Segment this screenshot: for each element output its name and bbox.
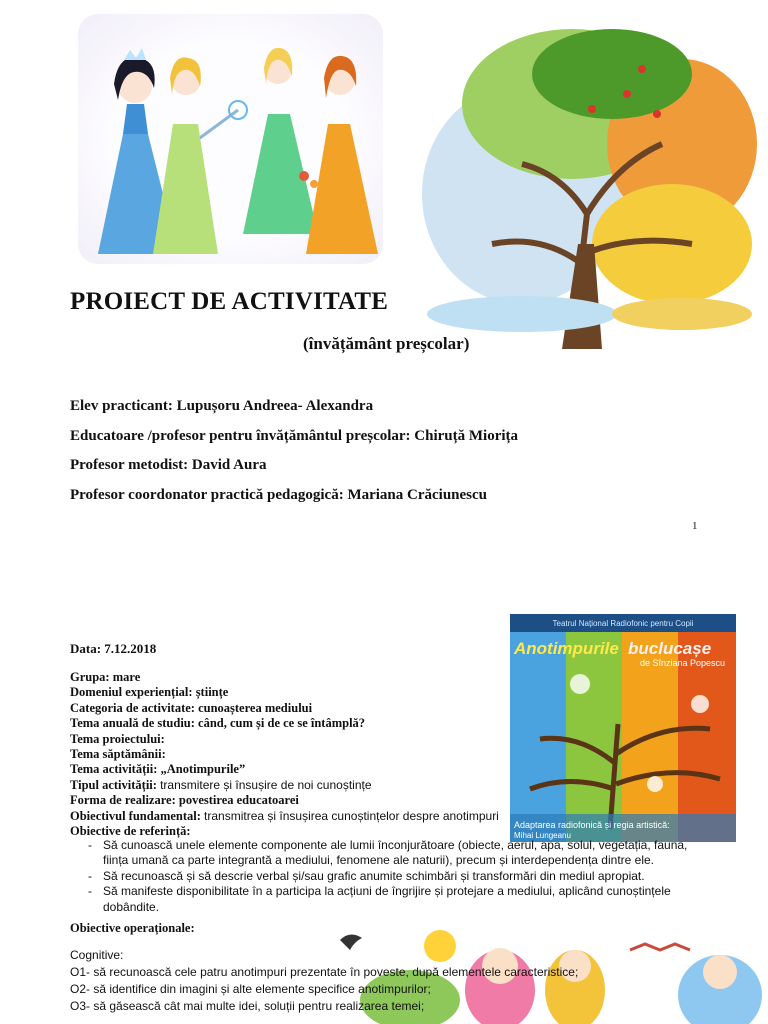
cognitive-item: O1- să recunoască cele patru anotimpuri prezentate în poveste, după elementele caracteristice; xyxy=(70,965,579,979)
objectives-list xyxy=(70,838,700,915)
poster-art xyxy=(510,614,736,842)
objective-item: - Să manifeste disponibilitate în a participa la acțiuni de îngrijire și protejare a mediului, aplicând cunoștințele dobândite. xyxy=(70,884,700,915)
anotimpurile-poster xyxy=(510,614,736,842)
student-line xyxy=(70,398,373,415)
educator-name: Chiruță Miorița xyxy=(414,428,519,444)
field-tema-saptamanii: Tema săptămânii: xyxy=(70,747,166,762)
field-tema-activitatii: Tema activității: „Anotimpurile” xyxy=(70,762,246,777)
poster-credit-name: Mihai Lungeanu xyxy=(514,831,571,840)
field-obiectivul: Obiectivul fundamental: transmitrea și însușirea cunoștințelor despre anotimpuri xyxy=(70,808,499,823)
field-obiective-ref: Obiective de referință: xyxy=(70,824,191,839)
methodist-label: Profesor metodist: xyxy=(70,457,189,473)
cognitive-item: O3- să găsească cât mai multe idei, soluții pentru realizarea temei; xyxy=(70,999,425,1013)
fairies-drawing xyxy=(78,14,383,264)
educator-label: Educatoare /profesor pentru învățământul preșcolar: xyxy=(70,428,411,444)
field-forma: Forma de realizare: povestirea educatoarei xyxy=(70,793,299,808)
field-tema-anuala: Tema anuală de studiu: când, cum și de ce se întâmplă? xyxy=(70,716,366,731)
poster-title-b: buclucașe xyxy=(628,639,712,658)
methodist-line xyxy=(70,457,267,474)
field-tipul: Tipul activității: transmitere și însușire de noi cunoștințe xyxy=(70,777,372,792)
four-seasons-tree-illustration xyxy=(412,14,762,374)
objective-item: - Să recunoască și să descrie verbal și/sau grafic anumite schimbări și transformări din mediul apropiat. xyxy=(70,869,700,884)
date-value: 7.12.2018 xyxy=(104,641,157,656)
field-domeniul: Domeniul experiențial: științe xyxy=(70,685,229,700)
page-number: 1 xyxy=(692,520,698,532)
educator-line xyxy=(70,428,518,445)
poster-credit: Adaptarea radiofonică și regia artistică: xyxy=(514,820,670,830)
cognitive-item: O2- să identifice din imagini și alte elemente specifice anotimpurilor; xyxy=(70,982,431,996)
objective-item: - Să cunoască unele elemente componente ale lumii înconjurătoare (obiecte, aerul, apa, solul, vegetația, fauna, ființa umană ca parte integrantă a mediului, fenomene ale naturii), precum și interdependența dintre ele. xyxy=(70,838,700,869)
cognitive-section xyxy=(70,947,578,1015)
methodist-name: David Aura xyxy=(191,457,267,473)
field-categoria: Categoria de activitate: cunoașterea mediului xyxy=(70,700,313,715)
fairies-illustration xyxy=(78,14,383,264)
coordinator-line xyxy=(70,487,487,504)
date-label: Data: xyxy=(70,641,102,656)
student-name: Lupușoru Andreea- Alexandra xyxy=(176,398,374,414)
coordinator-name: Mariana Crăciunescu xyxy=(347,487,488,503)
coordinator-label: Profesor coordonator practică pedagogică: xyxy=(70,487,344,503)
cognitive-heading: Cognitive: xyxy=(70,948,124,962)
operational-objectives-heading: Obiective operaționale: xyxy=(70,921,195,935)
page-subtitle: (învățământ preșcolar) xyxy=(303,334,470,353)
page-title: PROIECT DE ACTIVITATE xyxy=(70,288,389,315)
field-tema-proiectului: Tema proiectului: xyxy=(70,731,165,746)
activity-fields xyxy=(70,670,510,839)
poster-title-a: Anotimpurile xyxy=(514,639,619,658)
field-grupa: Grupa: mare xyxy=(70,670,141,684)
date-line xyxy=(70,641,156,657)
poster-header: Teatrul Național Radiofonic pentru Copii xyxy=(552,619,694,628)
poster-author: de Sînziana Popescu xyxy=(640,658,726,668)
tree-drawing xyxy=(412,14,762,374)
student-label: Elev practicant: xyxy=(70,398,173,414)
